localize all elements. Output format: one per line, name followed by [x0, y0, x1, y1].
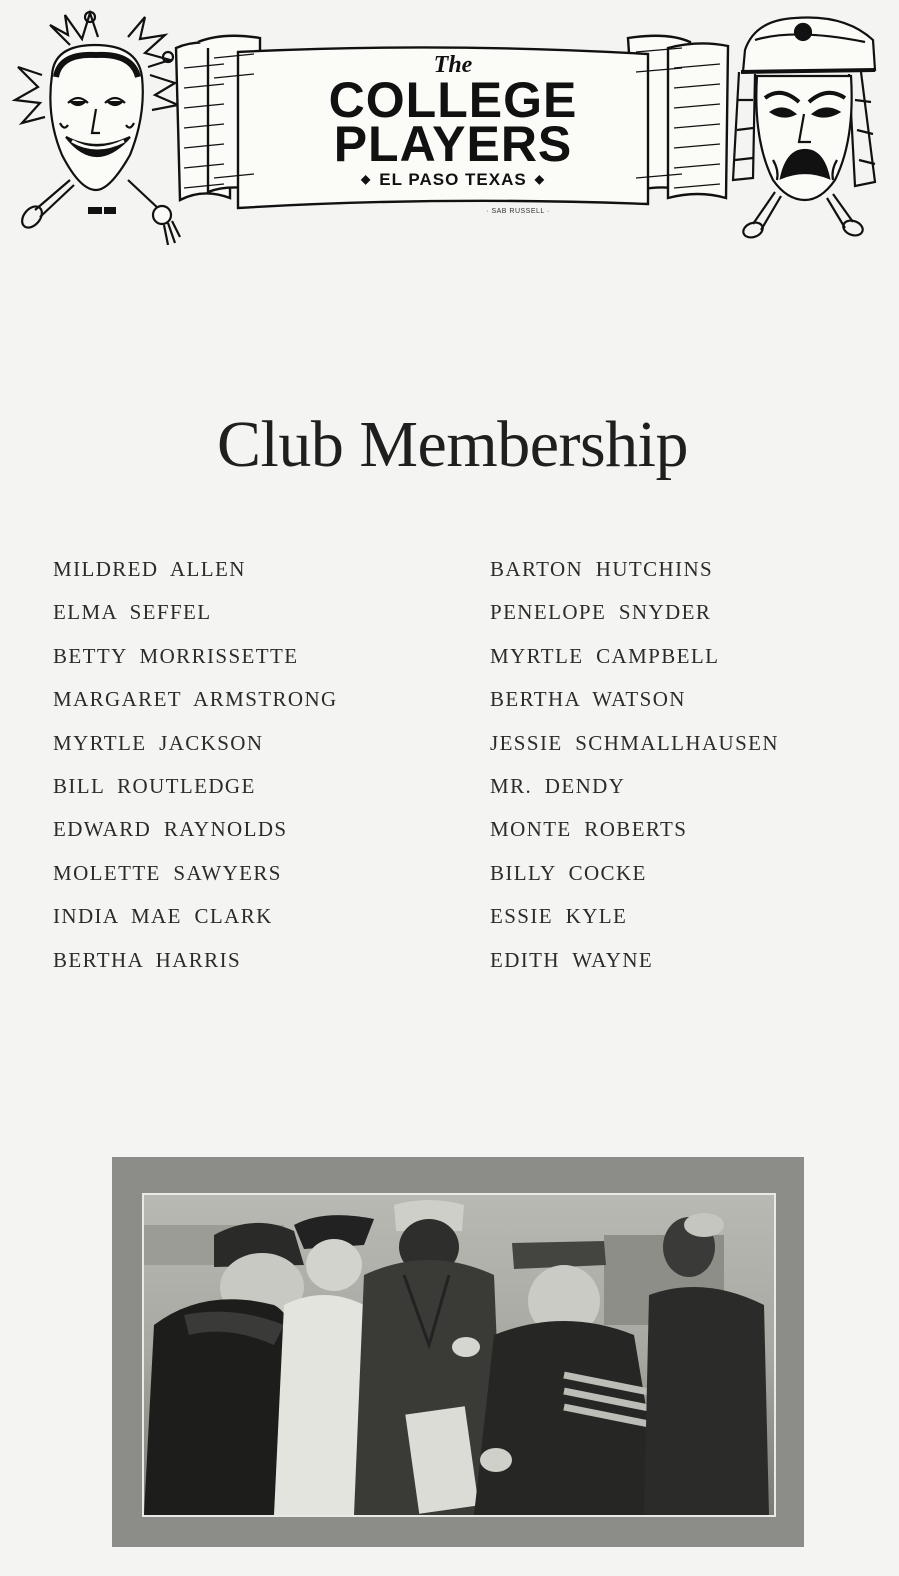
page-title: Club Membership — [217, 408, 688, 481]
bullet-icon: ◆ — [534, 172, 545, 186]
member-name: BILL ROUTLEDGE — [53, 773, 256, 798]
member-name: MR. DENDY — [490, 773, 626, 798]
member-name: JESSIE SCHMALLHAUSEN — [490, 730, 779, 755]
banner-title-line1: COLLEGE — [328, 72, 578, 128]
member-name: BERTHA WATSON — [490, 687, 686, 712]
member-list-left — [53, 553, 338, 987]
member-name: MYRTLE CAMPBELL — [490, 643, 720, 668]
group-photo — [142, 1193, 776, 1517]
member-name: BILLY COCKE — [490, 860, 647, 885]
member-name: ELMA SEFFEL — [53, 600, 212, 625]
member-name: MYRTLE JACKSON — [53, 730, 264, 755]
member-name: BETTY MORRISSETTE — [53, 643, 299, 668]
member-name: EDWARD RAYNOLDS — [53, 817, 288, 842]
bullet-icon: ◆ — [361, 172, 372, 186]
member-name: BARTON HUTCHINS — [490, 557, 714, 581]
member-name: PENELOPE SNYDER — [490, 600, 712, 625]
artist-signature-text: SAB RUSSELL — [491, 208, 545, 215]
banner-place-text: EL PASO TEXAS — [379, 170, 527, 189]
member-list-right — [490, 553, 779, 987]
member-name: ESSIE KYLE — [490, 904, 628, 929]
banner-the: The — [433, 52, 473, 78]
member-name: MONTE ROBERTS — [490, 817, 688, 842]
banner-text — [258, 52, 648, 191]
member-name: MARGARET ARMSTRONG — [53, 687, 338, 712]
artist-signature: · SAB RUSSELL · — [486, 208, 550, 215]
tragedy-mask-icon — [725, 10, 885, 240]
member-name: INDIA MAE CLARK — [53, 904, 273, 929]
header — [0, 0, 899, 250]
comedy-mask-icon — [10, 5, 182, 245]
banner-title-line2: PLAYERS — [333, 116, 573, 172]
member-name: MOLETTE SAWYERS — [53, 860, 282, 885]
member-name: MILDRED ALLEN — [53, 557, 246, 581]
member-name: BERTHA HARRIS — [53, 947, 242, 972]
banner-place — [258, 168, 648, 191]
member-name: EDITH WAYNE — [490, 947, 654, 972]
